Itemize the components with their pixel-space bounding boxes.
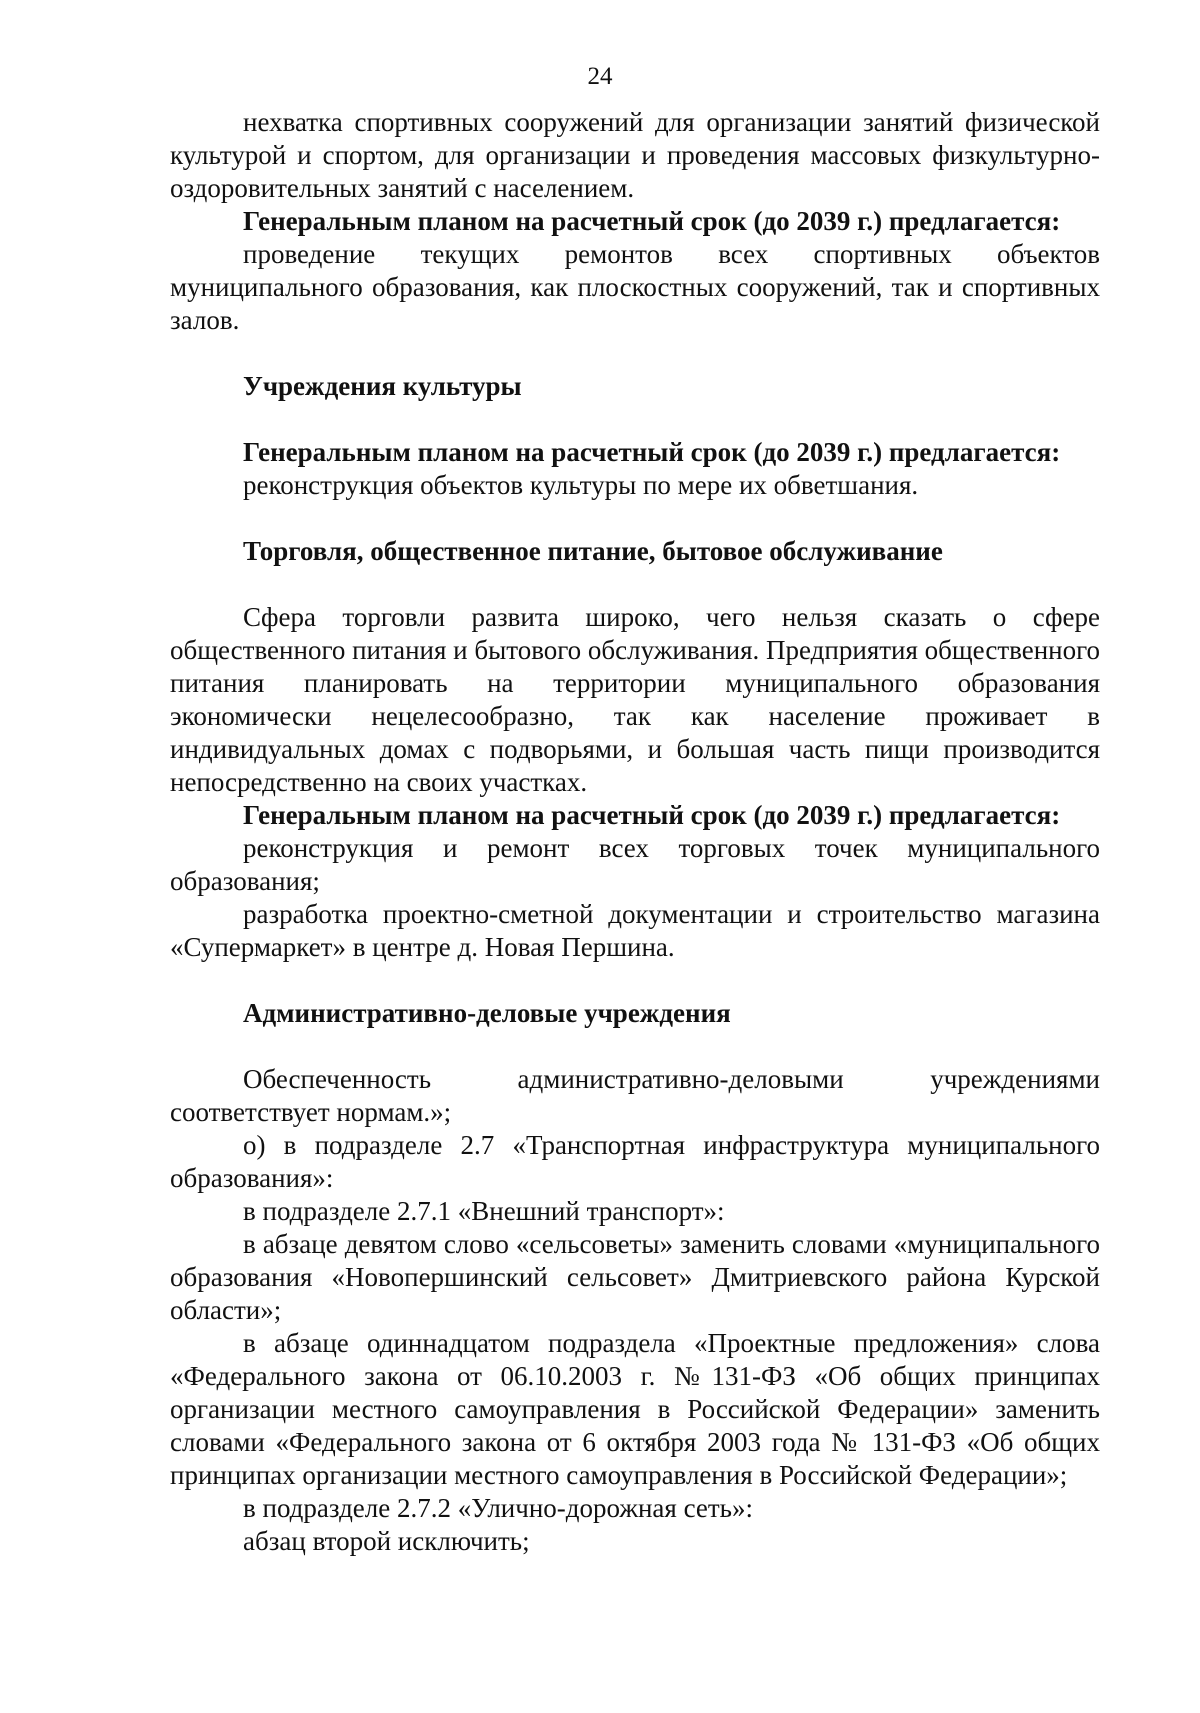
paragraph-eleventh-abzac: в абзаце одиннадцатом подраздела «Проектные предложения» слова «Федерального закона от 06.10.2003 г. №131-ФЗ «Об общих принципах организации местного самоуправления в Российской Федерации» заменить словами «Федерального закона от 6 октября 2003 года № 131-ФЗ «Об общих принципах организации местного самоуправления в Российской Федерации»; xyxy=(170,1328,1100,1490)
section-heading-culture: Учреждения культуры xyxy=(243,371,522,401)
paragraph-subsection-2-7: о) в подразделе 2.7 «Транспортная инфраструктура муниципального образования»: xyxy=(170,1130,1100,1193)
paragraph-sports-shortage: нехватка спортивных сооружений для организации занятий физической культурой и спортом, для организации и проведения массовых физкультурно-оздоровительных занятий с населением. xyxy=(170,107,1100,203)
section-heading-administrative: Административно-деловые учреждения xyxy=(243,998,731,1028)
paragraph-culture-reconstruction: реконструкция объектов культуры по мере их обветшания. xyxy=(243,470,919,500)
paragraph-trade-repair: реконструкция и ремонт всех торговых точек муниципального образования; xyxy=(170,833,1100,896)
paragraph-supermarket: разработка проектно-сметной документации и строительство магазина «Супермаркет» в центре д. Новая Першина. xyxy=(170,899,1100,962)
section-heading-trade: Торговля, общественное питание, бытовое обслуживание xyxy=(243,536,943,566)
paragraph-second-abzac: абзац второй исключить; xyxy=(243,1526,530,1556)
paragraph-subsection-2-7-2: в подразделе 2.7.2 «Улично-дорожная сеть»: xyxy=(243,1493,753,1523)
page-number: 24 xyxy=(587,63,613,90)
paragraph-subsection-2-7-1: в подразделе 2.7.1 «Внешний транспорт»: xyxy=(243,1196,725,1226)
paragraph-trade-description: Сфера торговли развита широко, чего нельзя сказать о сфере общественного питания и бытового обслуживания. Предприятия общественного питания планировать на территории муниципального образования экономически нецелесообразно, так как население проживает в индивидуальных домах с подворьями, и большая часть пищи производится непосредственно на своих участках. xyxy=(170,602,1100,797)
paragraph-ninth-abzac: в абзаце девятом слово «сельсоветы» заменить словами «муниципального образования «Новопершинский сельсовет» Дмитриевского района Курской области»; xyxy=(170,1229,1100,1325)
document-body xyxy=(170,106,1100,1558)
proposal-heading-trade: Генеральным планом на расчетный срок (до 2039 г.) предлагается: xyxy=(243,800,1061,830)
paragraph-sports-repair: проведение текущих ремонтов всех спортивных объектов муниципального образования, как плоскостных сооружений, так и спортивных залов. xyxy=(170,239,1100,335)
proposal-heading-sports: Генеральным планом на расчетный срок (до 2039 г.) предлагается: xyxy=(243,206,1061,236)
proposal-heading-culture: Генеральным планом на расчетный срок (до 2039 г.) предлагается: xyxy=(243,437,1061,467)
paragraph-administrative: Обеспеченность административно-деловыми учреждениями соответствует нормам.»; xyxy=(170,1064,1100,1127)
